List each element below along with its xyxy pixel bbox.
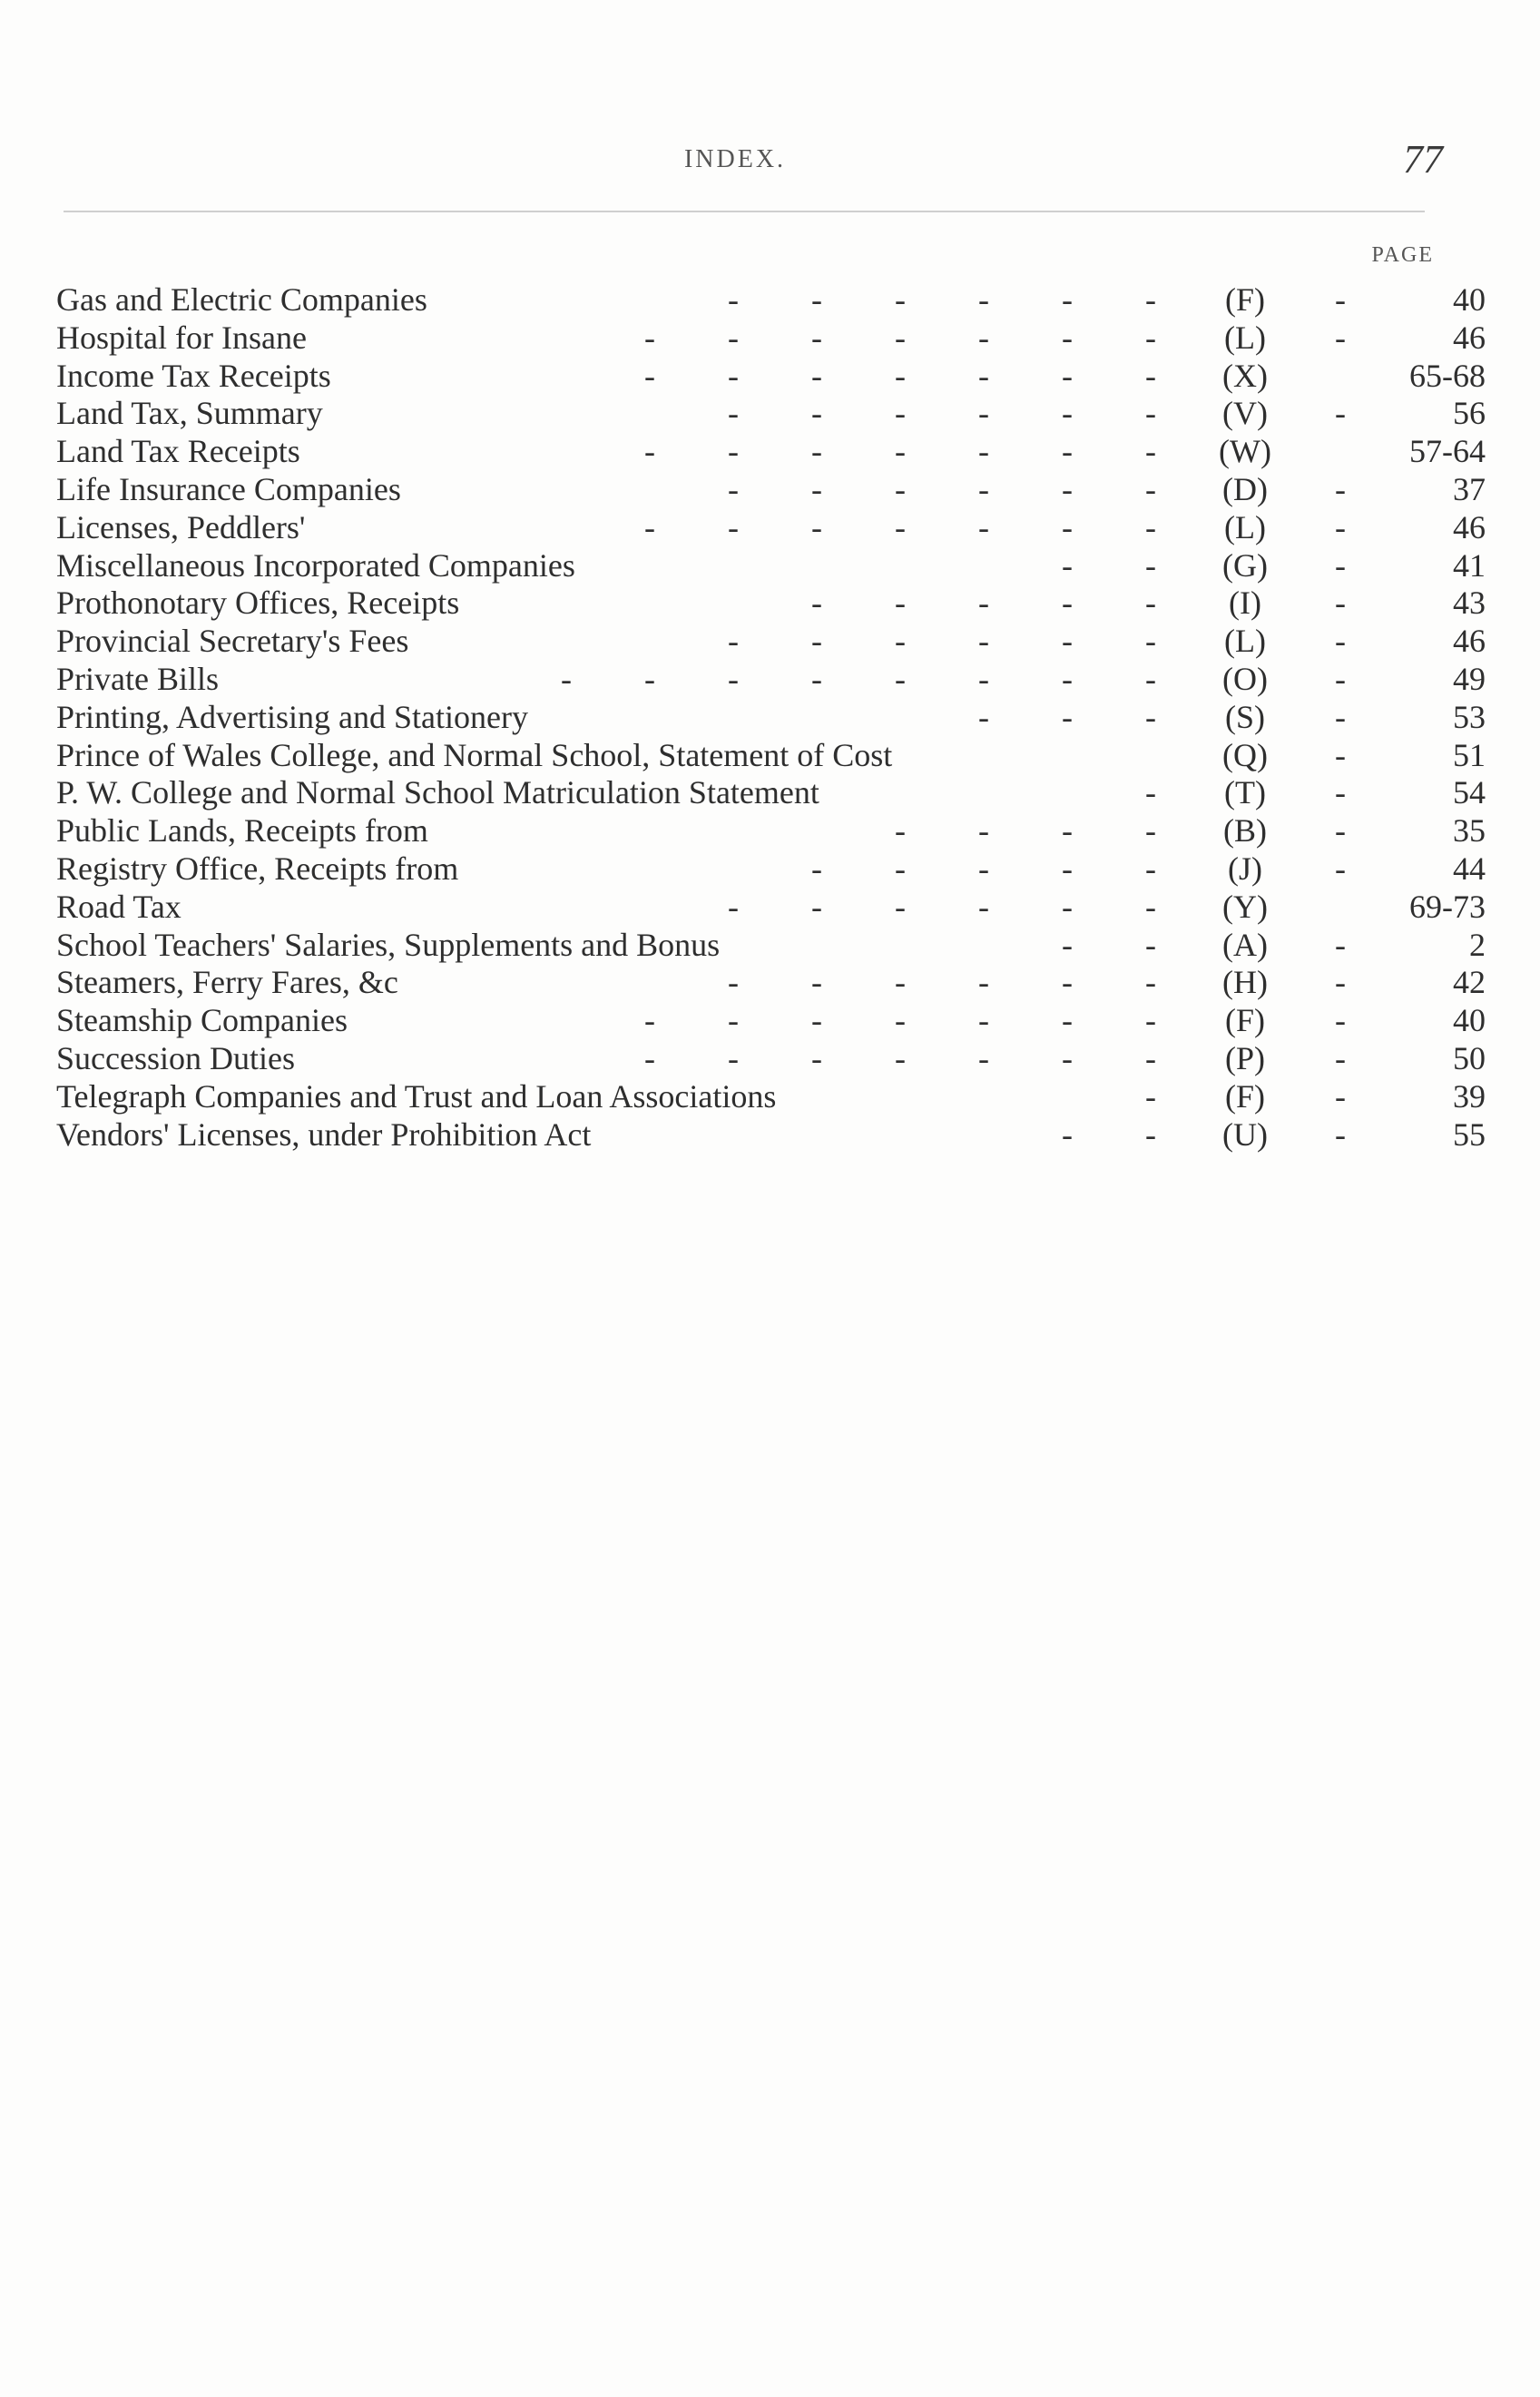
page-dash: - <box>1335 470 1346 507</box>
page-dash: - <box>1335 1002 1346 1039</box>
page-reference: 43 <box>1453 585 1486 622</box>
dash-leader: - - - - - - <box>728 395 1156 432</box>
dash-leader: - <box>1145 1077 1156 1115</box>
entry-label: Provincial Secretary's Fees <box>56 623 409 660</box>
schedule-letter: (F) <box>1225 1077 1265 1115</box>
index-entry <box>56 281 1486 319</box>
index-entry <box>56 850 1486 889</box>
page-dash: - <box>1335 546 1346 584</box>
schedule-letter: (X) <box>1222 357 1268 394</box>
entry-label: Vendors' Licenses, under Prohibition Act <box>56 1115 592 1153</box>
entry-label: Gas and Electric Companies <box>56 281 427 318</box>
index-entry <box>56 395 1486 433</box>
entry-label: Telegraph Companies and Trust and Loan Associations <box>56 1077 777 1115</box>
dash-leader: - - - - - - - <box>644 319 1156 356</box>
page-reference: 2 <box>1469 926 1486 963</box>
page-reference: 42 <box>1453 964 1486 1001</box>
page-reference: 46 <box>1453 508 1486 545</box>
page-reference: 65-68 <box>1409 357 1486 394</box>
page-dash: - <box>1335 281 1346 318</box>
page-reference: 50 <box>1453 1039 1486 1076</box>
page-dash: - <box>1335 926 1346 963</box>
index-entry <box>56 1002 1486 1040</box>
dash-leader: - - - - - <box>811 585 1156 622</box>
page-dash: - <box>1335 812 1346 850</box>
entry-label: Life Insurance Companies <box>56 470 401 507</box>
index-entry <box>56 660 1486 699</box>
schedule-letter: (F) <box>1225 1002 1265 1039</box>
dash-leader: - - - - - - <box>728 470 1156 507</box>
page-reference: 46 <box>1453 623 1486 660</box>
schedule-letter: (V) <box>1222 395 1268 432</box>
index-entry <box>56 508 1486 547</box>
page-reference: 46 <box>1453 319 1486 356</box>
entry-label: Succession Duties <box>56 1039 295 1076</box>
index-entry <box>56 585 1486 623</box>
page-reference: 54 <box>1453 774 1486 811</box>
page-dash: - <box>1335 1115 1346 1153</box>
dash-leader: - - - - <box>895 812 1156 850</box>
entry-label: Steamers, Ferry Fares, &c <box>56 964 398 1001</box>
schedule-letter: (P) <box>1225 1039 1265 1076</box>
dash-leader: - - - - - - <box>728 623 1156 660</box>
dash-leader: - - - - - - - <box>644 433 1156 470</box>
schedule-letter: (T) <box>1224 774 1266 811</box>
entry-label: Printing, Advertising and Stationery <box>56 698 528 735</box>
schedule-letter: (I) <box>1229 585 1261 622</box>
page-dash: - <box>1335 1039 1346 1076</box>
schedule-letter: (W) <box>1219 433 1271 470</box>
index-entry <box>56 357 1486 396</box>
page-reference: 40 <box>1453 281 1486 318</box>
page-dash: - <box>1335 850 1346 887</box>
dash-leader: - - - - - - - <box>644 1039 1156 1076</box>
page-reference: 55 <box>1453 1115 1486 1153</box>
dash-leader: - - <box>1062 546 1156 584</box>
page-reference: 44 <box>1453 850 1486 887</box>
schedule-letter: (S) <box>1225 698 1265 735</box>
dash-leader: - - <box>1062 926 1156 963</box>
dash-leader: - - - - - - <box>728 888 1156 925</box>
index-entry <box>56 888 1486 927</box>
page-dash: - <box>1335 508 1346 545</box>
index-entry <box>56 623 1486 661</box>
entry-label: Prince of Wales College, and Normal School, Statement of Cost <box>56 736 893 773</box>
index-entry <box>56 812 1486 850</box>
entry-label: School Teachers' Salaries, Supplements and Bonus <box>56 926 721 963</box>
page-reference: 35 <box>1453 812 1486 850</box>
dash-leader: - <box>1145 774 1156 811</box>
page-number: 77 <box>1403 137 1443 182</box>
page-reference: 69-73 <box>1409 888 1486 925</box>
schedule-letter: (A) <box>1222 926 1268 963</box>
page-reference: 40 <box>1453 1002 1486 1039</box>
index-entry <box>56 964 1486 1002</box>
schedule-letter: (O) <box>1222 660 1268 697</box>
page-reference: 49 <box>1453 660 1486 697</box>
schedule-letter: (L) <box>1224 508 1266 545</box>
page-dash: - <box>1335 774 1346 811</box>
page-dash: - <box>1335 623 1346 660</box>
page-reference: 51 <box>1453 736 1486 773</box>
schedule-letter: (U) <box>1222 1115 1268 1153</box>
schedule-letter: (Y) <box>1222 888 1268 925</box>
dash-leader: - - - - - - <box>728 964 1156 1001</box>
index-entry <box>56 1039 1486 1078</box>
index-entry <box>56 1115 1486 1154</box>
index-entry <box>56 736 1486 775</box>
schedule-letter: (B) <box>1223 812 1267 850</box>
index-entry <box>56 319 1486 358</box>
page-reference: 53 <box>1453 698 1486 735</box>
page-reference: 37 <box>1453 470 1486 507</box>
page-reference: 39 <box>1453 1077 1486 1115</box>
entry-label: Miscellaneous Incorporated Companies <box>56 546 575 584</box>
dash-leader: - - - - - - - <box>644 1002 1156 1039</box>
entry-label: Prothonotary Offices, Receipts <box>56 585 460 622</box>
entry-label: Road Tax <box>56 888 181 925</box>
dash-leader: - - - - - - - <box>644 508 1156 545</box>
schedule-letter: (L) <box>1224 319 1266 356</box>
entry-label: Private Bills <box>56 660 219 697</box>
entry-label: Licenses, Peddlers' <box>56 508 306 545</box>
page-dash: - <box>1335 660 1346 697</box>
page-dash: - <box>1335 1077 1346 1115</box>
dash-leader: - - - - - <box>811 850 1156 887</box>
dash-leader: - - - <box>978 698 1156 735</box>
index-entry <box>56 1077 1486 1116</box>
schedule-letter: (H) <box>1222 964 1268 1001</box>
index-list <box>56 281 1486 1154</box>
entry-label: Hospital for Insane <box>56 319 307 356</box>
schedule-letter: (G) <box>1222 546 1268 584</box>
schedule-letter: (D) <box>1222 470 1268 507</box>
dash-leader: - - - - - - <box>728 281 1156 318</box>
entry-label: Registry Office, Receipts from <box>56 850 459 887</box>
page-reference: 56 <box>1453 395 1486 432</box>
index-entry <box>56 470 1486 509</box>
entry-label: P. W. College and Normal School Matriculation Statement <box>56 774 819 811</box>
dash-leader: - - <box>1062 1115 1156 1153</box>
page-dash: - <box>1335 736 1346 773</box>
entry-label: Steamship Companies <box>56 1002 348 1039</box>
page-dash: - <box>1335 585 1346 622</box>
dash-leader: - - - - - - - - <box>561 660 1156 697</box>
index-entry <box>56 546 1486 585</box>
entry-label: Land Tax, Summary <box>56 395 323 432</box>
schedule-letter: (F) <box>1225 281 1265 318</box>
dash-leader: - - - - - - - <box>644 357 1156 394</box>
page-dash: - <box>1335 698 1346 735</box>
page-dash: - <box>1335 319 1346 356</box>
page-reference: 41 <box>1453 546 1486 584</box>
page-dash: - <box>1335 395 1346 432</box>
index-entry <box>56 926 1486 965</box>
schedule-letter: (J) <box>1228 850 1262 887</box>
header-rule <box>64 211 1425 212</box>
page-reference: 57-64 <box>1409 433 1486 470</box>
entry-label: Income Tax Receipts <box>56 357 331 394</box>
page-dash: - <box>1335 964 1346 1001</box>
index-entry <box>56 433 1486 471</box>
page-column-heading: PAGE <box>1371 243 1434 267</box>
schedule-letter: (Q) <box>1222 736 1268 773</box>
index-entry <box>56 698 1486 737</box>
running-title: INDEX. <box>683 145 787 173</box>
index-entry <box>56 774 1486 812</box>
entry-label: Public Lands, Receipts from <box>56 812 428 850</box>
schedule-letter: (L) <box>1224 623 1266 660</box>
entry-label: Land Tax Receipts <box>56 433 300 470</box>
